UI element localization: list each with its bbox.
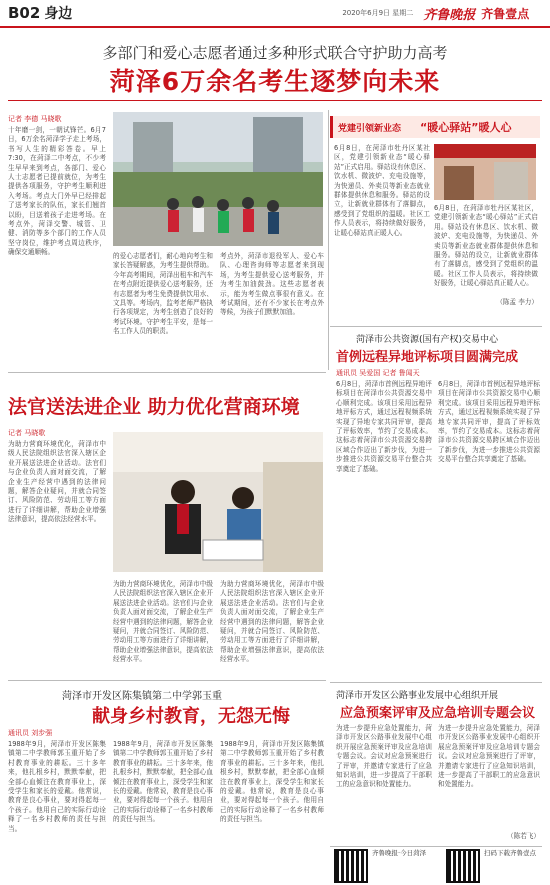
box-body-col2: 6月8日，在菏泽市牡丹区某社区，党建引领新业态“暖心驿站”正式启用。驿站设有休息区、饮水机、微波炉、充电设施等，为快递员、外卖员等新业态就业群体提供休息和服务。驿站的设立，让新就业群体有了落脚点，感受到了党组织的温暖。社区工作人员表示，将持续做好服务，让暖心驿站真正暖人心。 [434, 204, 538, 288]
emergency-body-col2: 为进一步提升应急处置能力，菏泽市开发区公路事业发展中心组织开展应急预案评审及应急培训专题会议。会议对应急预案进行了评审，并邀请专家进行了应急知识培训，进一步提高了干部职工的应急意识和处置能力。 [438, 724, 540, 789]
lead-byline: 记者 李德 马晓歌 [8, 115, 62, 123]
app-logo: 齐鲁壹点 [481, 6, 530, 21]
law-body-col2: 为助力营商环境优化，菏泽市中级人民法院组织法官深入辖区企业开展送法进企业活动。法官们与企业负责人面对面交流，了解企业生产经营中遇到的法律问题，解答企业疑问，并就合同签订、风险防范、劳动用工等方面进行了详细讲解，帮助企业增强法律意识，提高依法经营水平。 [113, 580, 213, 664]
teacher-body-col1: 1988年9月，菏泽市开发区陈集镇第二中学教师郭玉重开始了乡村教育事业的耕耘。三十多年来，他扎根乡村，默默奉献，把全部心血倾注在教育事业上，深受学生和家长的爱戴。他常说，教育是良心事业，要对得起每一个孩子。他用自己的实际行动诠释了一名乡村教师的责任与担当。 [8, 740, 106, 833]
exam-site-photo [113, 112, 323, 246]
teacher-kicker: 菏泽市开发区陈集镇第二中学郭玉重 [62, 691, 222, 702]
trading-body-col2: 6月8日，菏泽市首例远程异地评标项目在菏泽市公共资源交易中心顺利完成。该项目采用远程异地评标方式，通过远程视频系统实现了异地专家共同评审，提高了评标效率，节约了交易成本。这标志着菏泽市公共资源交易跨区域合作迈出了新步伐，为进一步推进公共资源交易平台整合共享奠定了基础。 [438, 380, 540, 464]
trading-body-col1: 6月8日，菏泽市首例远程异地评标项目在菏泽市公共资源交易中心顺利完成。该项目采用远程异地评标方式，通过远程视频系统实现了异地专家共同评审，提高了评标效率，节约了交易成本。这标志着菏泽市公共资源交易跨区域合作迈出了新步伐，为进一步推进公共资源交易平台整合共享奠定了基础。 [336, 380, 432, 473]
box-body: 6月8日，在菏泽市牡丹区某社区，党建引领新业态“暖心驿站”正式启用。驿站设有休息区、饮水机、微波炉、充电设施等，为快递员、外卖员等新业态就业群体提供休息和服务。驿站的设立，让新就业群体有了落脚点，感受到了党组织的温暖。社区工作人员表示，将持续做好服务，让暖心驿站真正暖人心。 [334, 144, 430, 237]
emergency-title: 应急预案评审及应急培训专题会议 [340, 706, 536, 721]
trading-kicker: 菏泽市公共资源(国有产权)交易中心 [356, 335, 499, 345]
lead-body-col1: 十年磨一剑，一朝试锋芒。6月7日，6万余名菏泽学子走上考场，书写人生的精彩答卷。早上7:30，在菏泽二中考点，不少考生早早来到考点，各部门、爱心人士志愿者已提前就位，为考生提供各项服务，守护考生顺利进入考场。考点大门外早已经排起了送考家长的队伍，家长们翘首以盼，目送着孩子走进考场。在考点外，菏泽交警、城管、卫健、消防等多个部门的工作人员坚守岗位，维护考点周边秩序，确保交通顺畅。 [8, 126, 106, 257]
law-byline: 记者 马晓歌 [8, 429, 46, 437]
lead-body-col3: 考点外，菏泽市退役军人、爱心车队、心理咨询师等志愿者来到现场，为考生提供爱心送考服务，并为考生加油鼓劲。这些志愿者表示，能为考生做点事很有意义。在考试期间，还有不少家长在考点外等候，为孩子们默默加油。 [220, 252, 324, 317]
law-title: 法官送法进企业 助力优化营商环境 [8, 396, 300, 418]
lead-headline: 菏泽6万余名考生逐梦向未来 [109, 67, 441, 96]
teacher-body-col2: 1988年9月，菏泽市开发区陈集镇第二中学教师郭玉重开始了乡村教育事业的耕耘。三十多年来，他扎根乡村，默默奉献，把全部心血倾注在教育事业上，深受学生和家长的爱戴。他常说，教育是良心事业，要对得起每一个孩子。他用自己的实际行动诠释了一名乡村教师的责任与担当。 [113, 740, 213, 824]
trading-byline: 通讯员 吴爱国 记者 鲁闻天 [336, 369, 420, 377]
lead-kicker: 多部门和爱心志愿者通过多种形式联合守护助力高考 [102, 44, 448, 62]
qr2-label: 扫码下载齐鲁壹点 [484, 849, 536, 857]
law-body-col1: 为助力营商环境优化，菏泽市中级人民法院组织法官深入辖区企业开展送法进企业活动。法官们与企业负责人面对面交流，了解企业生产经营中遇到的法律问题，解答企业疑问，并就合同签订、风险防范、劳动用工等方面进行了详细讲解，帮助企业增强法律意识，提高依法经营水平。 [8, 440, 106, 524]
teacher-byline: 通讯员 刘步强 [8, 729, 53, 737]
paper-logo: 齐鲁晚报 [423, 7, 476, 23]
teacher-title: 献身乡村教育，无怨无悔 [92, 706, 290, 727]
box-kicker: 党建引领新业态 [338, 124, 402, 134]
law-photo [113, 432, 323, 572]
emergency-credit: （陈若飞） [507, 832, 540, 840]
lead-body-col2: 的爱心志愿者们，耐心地向考生和家长答疑解惑，为考生提供帮助。今年高考期间，菏泽出租车和汽车在考点附近提供爱心送考服务，还有志愿者为考生免费提供饮用水、文具等。考场内，监考老师严格执行各项规定，为考生创造了良好的考试环境。守护考生平安，是每一名工作人员的职责。 [113, 252, 213, 336]
issue-date: 2020年6月9日 星期二 [342, 9, 414, 17]
page-number: B02 [8, 4, 41, 22]
page-header [0, 0, 550, 28]
box-credit: （陈孟 李力） [496, 298, 538, 306]
law-body-col3: 为助力营商环境优化，菏泽市中级人民法院组织法官深入辖区企业开展送法进企业活动。法官们与企业负责人面对面交流，了解企业生产经营中遇到的法律问题，解答企业疑问，并就合同签订、风险防范、劳动用工等方面进行了详细讲解，帮助企业增强法律意识，提高依法经营水平。 [220, 580, 324, 664]
trading-title: 首例远程异地评标项目圆满完成 [336, 350, 519, 365]
emergency-body-col1: 为进一步提升应急处置能力，菏泽市开发区公路事业发展中心组织开展应急预案评审及应急培训专题会议。会议对应急预案进行了评审，并邀请专家进行了应急知识培训，进一步提高了干部职工的应急意识和处置能力。 [336, 724, 432, 789]
emergency-kicker: 菏泽市开发区公路事业发展中心组织开展 [336, 691, 499, 701]
qr-code-1[interactable] [334, 849, 368, 883]
box-title: “暖心驿站”暖人心 [420, 121, 512, 134]
qr-code-2[interactable] [446, 849, 480, 883]
qr1-label: 齐鲁晚报·今日菏泽 [372, 849, 427, 857]
section-name: 身边 [44, 6, 73, 22]
teacher-body-col3: 1988年9月，菏泽市开发区陈集镇第二中学教师郭玉重开始了乡村教育事业的耕耘。三十多年来，他扎根乡村，默默奉献，把全部心血倾注在教育事业上，深受学生和家长的爱戴。他常说，教育是良心事业，要对得起每一个孩子。他用自己的实际行动诠释了一名乡村教师的责任与担当。 [220, 740, 324, 824]
station-photo [434, 144, 536, 200]
